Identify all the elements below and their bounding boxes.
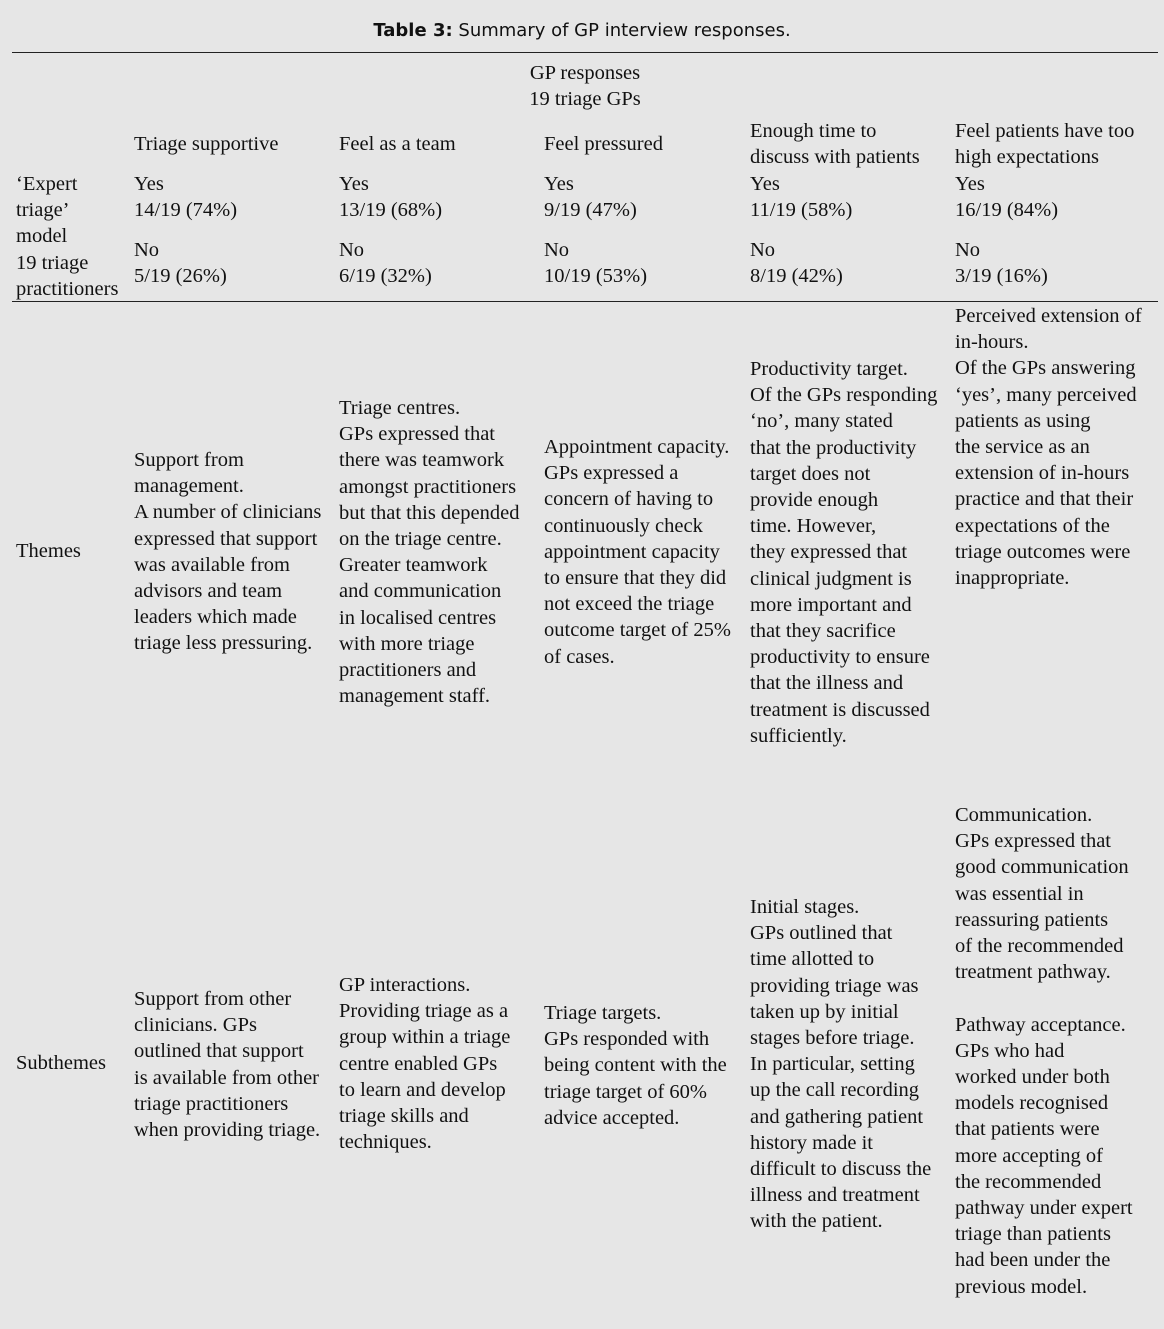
row-label-themes: Themes [16,540,81,562]
no-cell: No 10/19 (53%) [544,239,648,288]
middle-rule [12,301,1158,302]
yes-cell: Yes 9/19 (47%) [544,173,637,222]
yes-cell: Yes 13/19 (68%) [339,173,443,222]
subtheme-cell: Triage targets. GPs responded with being content with the triage target of 60% advice accepted. [544,1002,727,1129]
theme-cell: Triage centres. GPs expressed that there was teamwork amongst practitioners but that this depended on the triage centre. Greater teamwork and communication in localised centres with more triage practitioners and management staff. [339,397,520,708]
theme-cell: Support from management. A number of clinicians expressed that support was available from advisors and team leaders which made triage less pressuring. [134,449,322,655]
table-caption-label: Table 3: [373,20,453,41]
yes-cell: Yes 14/19 (74%) [134,173,238,222]
row-label-subthemes: Subthemes [16,1052,106,1074]
top-rule [12,52,1158,53]
no-cell: No 3/19 (16%) [955,239,1048,288]
subtheme-cell: Support from other clinicians. GPs outlined that support is available from other triage practitioners when providing triage. [134,988,321,1142]
subtheme-cell: Initial stages. GPs outlined that time allotted to providing triage was taken up by initial stages before triage. In particular, setting up the call recording and gathering patient history made it difficult to discuss the illness and treatment with the patient. [750,896,932,1233]
table-caption-text: Summary of GP interview responses. [452,20,791,41]
theme-cell: Appointment capacity. GPs expressed a concern of having to continuously check appointment capacity to ensure that they did not exceed the triage outcome target of 25% of cases. [544,436,731,668]
theme-cell: Productivity target. Of the GPs responding ‘no’, many stated that the productivity target does not provide enough time. However, they expressed that clinical judgment is more important and that they sacrifice productivity to ensure that the illness and treatment is discussed sufficiently. [750,358,938,747]
col-header-feel-pressured: Feel pressured [544,133,663,155]
col-header-triage-supportive: Triage supportive [134,133,279,155]
header-triage-gps: 19 triage GPs [529,88,641,110]
no-cell: No 8/19 (42%) [750,239,843,288]
yes-cell: Yes 11/19 (58%) [750,173,853,222]
header-gp-responses: GP responses [529,62,641,84]
table-caption [0,20,1164,41]
col-header-high-expectations: Feel patients have too high expectations [955,120,1135,169]
col-header-enough-time: Enough time to discuss with patients [750,120,920,169]
no-cell: No 6/19 (32%) [339,239,432,288]
col-header-feel-as-team: Feel as a team [339,133,456,155]
subtheme-cell: Communication. GPs expressed that good communication was essential in reassuring patients of the recommended treatment pathway. Pathway acceptance. GPs who had worked under both models recognised that patients were more accepting of the recommended pathway under expert triage than patients had been under the previous model. [955,804,1133,1298]
yes-cell: Yes 16/19 (84%) [955,173,1059,222]
no-cell: No 5/19 (26%) [134,239,227,288]
theme-cell: Perceived extension of in-hours. Of the GPs answering ‘yes’, many perceived patients as using the service as an extension of in-hours practice and that their expectations of the triage outcomes were inappropriate. [955,305,1142,590]
subtheme-cell: GP interactions. Providing triage as a group within a triage centre enabled GPs to learn and develop triage skills and techniques. [339,974,511,1154]
row-label-model: ‘Expert triage’ model 19 triage practitioners [16,173,119,300]
